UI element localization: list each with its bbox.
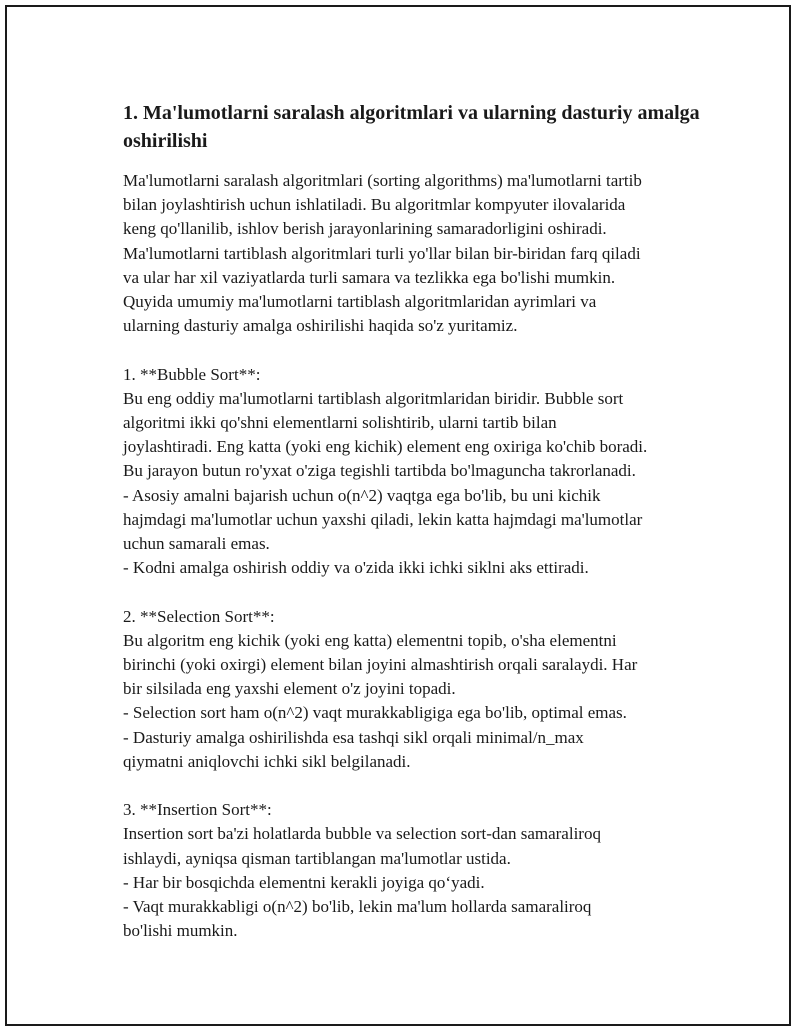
document-title: 1. Ma'lumotlarni saralash algoritmlari va ularning dasturiy amalga oshirilishi (123, 102, 700, 152)
section-selection-sort: 2. **Selection Sort**: Bu algoritm eng kichik (yoki eng katta) elementni topib, o'sha elementni birinchi (yoki oxirgi) element bilan joyini almashtirish orqali saralaydi. Har bir silsilada eng yaxshi element o'z joyini topadi. - Selection sort ham o(n^2) vaqt murakkabligiga ega bo'lib, optimal emas. - Dasturiy amalga oshirilishda esa tashqi sikl orqali minimal/n_max qiymatni aniqlovchi ichki sikl belgilanadi. (123, 606, 638, 771)
section-insertion-sort: 3. **Insertion Sort**: Insertion sort ba'zi holatlarda bubble va selection sort-dan samaraliroq ishlaydi, ayniqsa qisman tartiblangan ma'lumotlar ustida. - Har bir bosqichda elementni kerakli joyiga qo‘yadi. - Vaqt murakkabligi o(n^2) bo'lib, lekin ma'lum hollarda samaraliroq bo'lishi mumkin. (123, 800, 601, 941)
paragraph-gap (123, 580, 703, 604)
intro-paragraph: Ma'lumotlarni saralash algoritmlari (sorting algorithms) ma'lumotlarni tartib bilan joylashtirish uchun ishlatiladi. Bu algoritmlar kompyuter ilovalarida keng qo'llanilib, ishlov berish jarayonlarining samaradorligini oshiradi. Ma'lumotlarni tartiblash algoritmlari turli yo'llar bilan bir-biridan farq qiladi va ular har xil vaziyatlarda turli samara va tezlikka ega bo'lishi mumkin. Quyida umumiy ma'lumotlarni tartiblash algoritmlaridan ayrimlari va ularning dasturiy amalga oshirilishi haqida so'z yuritamiz. (123, 171, 642, 336)
document-body (123, 99, 703, 943)
section-bubble-sort: 1. **Bubble Sort**: Bu eng oddiy ma'lumotlarni tartiblash algoritmlaridan biridir. Bubble sort algoritmi ikki qo'shni elementlarni solishtirib, ularni tartib bilan joylashtiradi. Eng katta (yoki eng kichik) element eng oxiriga ko'chib boradi. Bu jarayon butun ro'yxat o'ziga tegishli tartibda bo'lmaguncha takrorlanadi. - Asosiy amalni bajarish uchun o(n^2) vaqtga ega bo'lib, bu uni kichik hajmdagi ma'lumotlar uchun yaxshi qiladi, lekin katta hajmdagi ma'lumotlar uchun samarali emas. - Kodni amalga oshirish oddiy va o'zida ikki ichki siklni aks ettiradi. (123, 364, 648, 578)
document-page (5, 5, 791, 1026)
paragraph-gap (123, 774, 703, 798)
paragraph-gap (123, 338, 703, 362)
